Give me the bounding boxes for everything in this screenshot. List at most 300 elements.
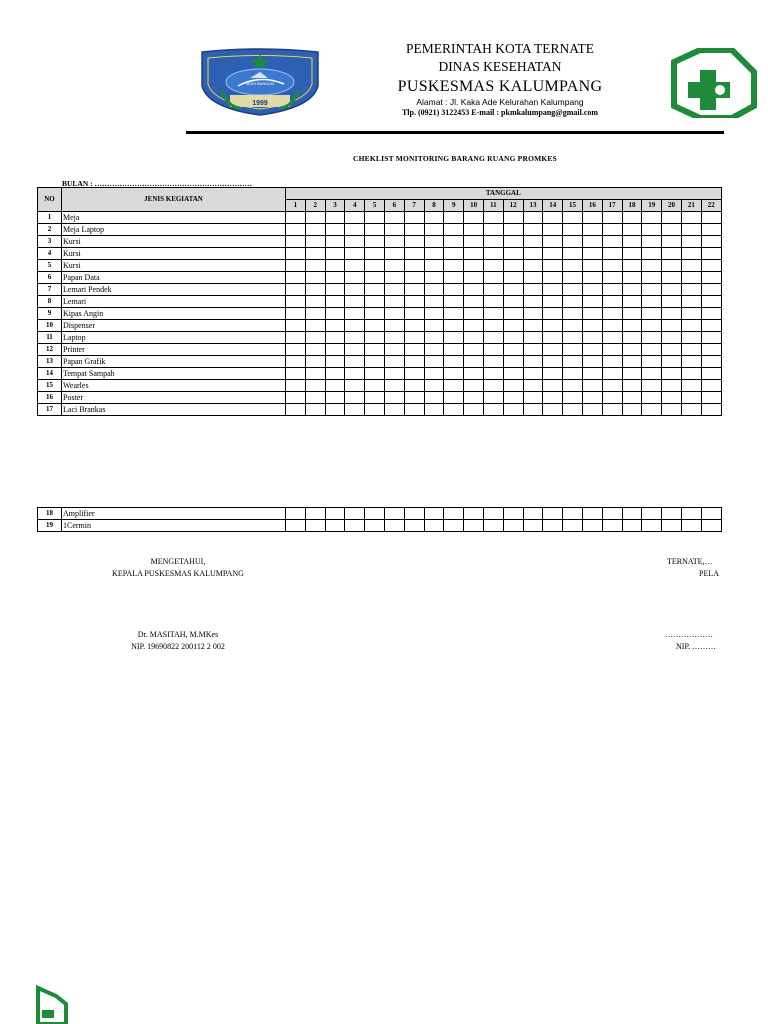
check-cell[interactable]	[543, 260, 563, 272]
check-cell[interactable]	[483, 344, 503, 356]
check-cell[interactable]	[523, 332, 543, 344]
check-cell[interactable]	[503, 308, 523, 320]
check-cell[interactable]	[444, 224, 464, 236]
check-cell[interactable]	[701, 520, 721, 532]
check-cell[interactable]	[503, 508, 523, 520]
check-cell[interactable]	[662, 236, 682, 248]
check-cell[interactable]	[483, 296, 503, 308]
check-cell[interactable]	[662, 212, 682, 224]
check-cell[interactable]	[642, 368, 662, 380]
check-cell[interactable]	[681, 296, 701, 308]
check-cell[interactable]	[503, 224, 523, 236]
check-cell[interactable]	[602, 508, 622, 520]
check-cell[interactable]	[345, 260, 365, 272]
check-cell[interactable]	[602, 284, 622, 296]
check-cell[interactable]	[483, 392, 503, 404]
check-cell[interactable]	[642, 332, 662, 344]
check-cell[interactable]	[444, 308, 464, 320]
check-cell[interactable]	[701, 404, 721, 416]
check-cell[interactable]	[642, 520, 662, 532]
check-cell[interactable]	[503, 236, 523, 248]
check-cell[interactable]	[365, 404, 385, 416]
check-cell[interactable]	[365, 320, 385, 332]
check-cell[interactable]	[622, 284, 642, 296]
check-cell[interactable]	[642, 296, 662, 308]
check-cell[interactable]	[701, 248, 721, 260]
check-cell[interactable]	[602, 392, 622, 404]
check-cell[interactable]	[582, 380, 602, 392]
check-cell[interactable]	[345, 344, 365, 356]
check-cell[interactable]	[582, 332, 602, 344]
check-cell[interactable]	[384, 308, 404, 320]
check-cell[interactable]	[325, 284, 345, 296]
check-cell[interactable]	[483, 308, 503, 320]
check-cell[interactable]	[483, 404, 503, 416]
check-cell[interactable]	[365, 284, 385, 296]
check-cell[interactable]	[444, 320, 464, 332]
check-cell[interactable]	[365, 380, 385, 392]
check-cell[interactable]	[444, 380, 464, 392]
check-cell[interactable]	[582, 356, 602, 368]
check-cell[interactable]	[642, 212, 662, 224]
check-cell[interactable]	[582, 520, 602, 532]
check-cell[interactable]	[701, 212, 721, 224]
check-cell[interactable]	[523, 284, 543, 296]
check-cell[interactable]	[384, 508, 404, 520]
check-cell[interactable]	[325, 260, 345, 272]
check-cell[interactable]	[582, 248, 602, 260]
check-cell[interactable]	[305, 392, 325, 404]
check-cell[interactable]	[662, 368, 682, 380]
check-cell[interactable]	[345, 248, 365, 260]
check-cell[interactable]	[384, 248, 404, 260]
check-cell[interactable]	[701, 508, 721, 520]
check-cell[interactable]	[543, 404, 563, 416]
check-cell[interactable]	[662, 392, 682, 404]
check-cell[interactable]	[464, 308, 484, 320]
check-cell[interactable]	[563, 356, 583, 368]
check-cell[interactable]	[681, 520, 701, 532]
check-cell[interactable]	[642, 380, 662, 392]
check-cell[interactable]	[642, 224, 662, 236]
check-cell[interactable]	[523, 272, 543, 284]
check-cell[interactable]	[483, 332, 503, 344]
check-cell[interactable]	[662, 248, 682, 260]
check-cell[interactable]	[384, 380, 404, 392]
check-cell[interactable]	[444, 356, 464, 368]
check-cell[interactable]	[444, 404, 464, 416]
check-cell[interactable]	[345, 332, 365, 344]
check-cell[interactable]	[622, 332, 642, 344]
check-cell[interactable]	[681, 332, 701, 344]
check-cell[interactable]	[503, 392, 523, 404]
check-cell[interactable]	[563, 320, 583, 332]
check-cell[interactable]	[503, 520, 523, 532]
check-cell[interactable]	[543, 508, 563, 520]
check-cell[interactable]	[305, 508, 325, 520]
check-cell[interactable]	[305, 224, 325, 236]
check-cell[interactable]	[345, 212, 365, 224]
check-cell[interactable]	[424, 404, 444, 416]
check-cell[interactable]	[424, 392, 444, 404]
check-cell[interactable]	[365, 236, 385, 248]
check-cell[interactable]	[305, 520, 325, 532]
check-cell[interactable]	[503, 320, 523, 332]
check-cell[interactable]	[286, 380, 306, 392]
check-cell[interactable]	[582, 508, 602, 520]
check-cell[interactable]	[681, 392, 701, 404]
check-cell[interactable]	[286, 260, 306, 272]
check-cell[interactable]	[662, 260, 682, 272]
check-cell[interactable]	[622, 308, 642, 320]
check-cell[interactable]	[365, 272, 385, 284]
check-cell[interactable]	[622, 224, 642, 236]
check-cell[interactable]	[701, 308, 721, 320]
check-cell[interactable]	[325, 320, 345, 332]
check-cell[interactable]	[424, 332, 444, 344]
check-cell[interactable]	[464, 392, 484, 404]
check-cell[interactable]	[444, 344, 464, 356]
check-cell[interactable]	[503, 212, 523, 224]
check-cell[interactable]	[424, 296, 444, 308]
check-cell[interactable]	[286, 404, 306, 416]
check-cell[interactable]	[503, 332, 523, 344]
check-cell[interactable]	[582, 392, 602, 404]
check-cell[interactable]	[325, 368, 345, 380]
check-cell[interactable]	[384, 520, 404, 532]
check-cell[interactable]	[543, 308, 563, 320]
check-cell[interactable]	[365, 224, 385, 236]
check-cell[interactable]	[483, 508, 503, 520]
check-cell[interactable]	[464, 212, 484, 224]
check-cell[interactable]	[602, 332, 622, 344]
check-cell[interactable]	[622, 296, 642, 308]
check-cell[interactable]	[444, 368, 464, 380]
check-cell[interactable]	[286, 248, 306, 260]
check-cell[interactable]	[622, 248, 642, 260]
check-cell[interactable]	[305, 272, 325, 284]
check-cell[interactable]	[543, 236, 563, 248]
check-cell[interactable]	[384, 260, 404, 272]
check-cell[interactable]	[286, 308, 306, 320]
check-cell[interactable]	[543, 284, 563, 296]
check-cell[interactable]	[662, 224, 682, 236]
check-cell[interactable]	[681, 248, 701, 260]
check-cell[interactable]	[563, 236, 583, 248]
check-cell[interactable]	[642, 260, 662, 272]
check-cell[interactable]	[681, 380, 701, 392]
check-cell[interactable]	[563, 404, 583, 416]
check-cell[interactable]	[701, 392, 721, 404]
check-cell[interactable]	[662, 380, 682, 392]
check-cell[interactable]	[681, 356, 701, 368]
check-cell[interactable]	[365, 508, 385, 520]
check-cell[interactable]	[464, 344, 484, 356]
check-cell[interactable]	[325, 224, 345, 236]
check-cell[interactable]	[662, 320, 682, 332]
check-cell[interactable]	[305, 332, 325, 344]
check-cell[interactable]	[384, 404, 404, 416]
check-cell[interactable]	[503, 344, 523, 356]
check-cell[interactable]	[384, 212, 404, 224]
check-cell[interactable]	[325, 332, 345, 344]
check-cell[interactable]	[543, 356, 563, 368]
check-cell[interactable]	[642, 272, 662, 284]
check-cell[interactable]	[662, 508, 682, 520]
check-cell[interactable]	[286, 332, 306, 344]
check-cell[interactable]	[701, 284, 721, 296]
check-cell[interactable]	[602, 296, 622, 308]
check-cell[interactable]	[404, 284, 424, 296]
check-cell[interactable]	[701, 344, 721, 356]
check-cell[interactable]	[523, 260, 543, 272]
check-cell[interactable]	[464, 272, 484, 284]
check-cell[interactable]	[464, 284, 484, 296]
check-cell[interactable]	[543, 248, 563, 260]
check-cell[interactable]	[483, 236, 503, 248]
check-cell[interactable]	[642, 320, 662, 332]
check-cell[interactable]	[365, 356, 385, 368]
check-cell[interactable]	[662, 272, 682, 284]
check-cell[interactable]	[384, 332, 404, 344]
check-cell[interactable]	[464, 248, 484, 260]
check-cell[interactable]	[701, 296, 721, 308]
check-cell[interactable]	[345, 308, 365, 320]
check-cell[interactable]	[365, 308, 385, 320]
check-cell[interactable]	[464, 260, 484, 272]
check-cell[interactable]	[424, 380, 444, 392]
check-cell[interactable]	[563, 380, 583, 392]
check-cell[interactable]	[602, 368, 622, 380]
check-cell[interactable]	[325, 308, 345, 320]
check-cell[interactable]	[602, 272, 622, 284]
check-cell[interactable]	[404, 368, 424, 380]
check-cell[interactable]	[582, 404, 602, 416]
check-cell[interactable]	[701, 380, 721, 392]
check-cell[interactable]	[305, 296, 325, 308]
check-cell[interactable]	[622, 380, 642, 392]
check-cell[interactable]	[384, 344, 404, 356]
check-cell[interactable]	[286, 236, 306, 248]
check-cell[interactable]	[404, 248, 424, 260]
check-cell[interactable]	[464, 224, 484, 236]
check-cell[interactable]	[701, 260, 721, 272]
check-cell[interactable]	[464, 236, 484, 248]
check-cell[interactable]	[384, 392, 404, 404]
check-cell[interactable]	[602, 308, 622, 320]
check-cell[interactable]	[622, 272, 642, 284]
check-cell[interactable]	[503, 380, 523, 392]
check-cell[interactable]	[681, 236, 701, 248]
check-cell[interactable]	[582, 224, 602, 236]
check-cell[interactable]	[345, 356, 365, 368]
check-cell[interactable]	[582, 308, 602, 320]
check-cell[interactable]	[404, 380, 424, 392]
check-cell[interactable]	[543, 320, 563, 332]
check-cell[interactable]	[563, 224, 583, 236]
check-cell[interactable]	[582, 284, 602, 296]
check-cell[interactable]	[662, 284, 682, 296]
check-cell[interactable]	[404, 236, 424, 248]
check-cell[interactable]	[424, 508, 444, 520]
check-cell[interactable]	[543, 272, 563, 284]
check-cell[interactable]	[424, 284, 444, 296]
check-cell[interactable]	[464, 520, 484, 532]
check-cell[interactable]	[503, 248, 523, 260]
check-cell[interactable]	[345, 284, 365, 296]
check-cell[interactable]	[582, 344, 602, 356]
check-cell[interactable]	[345, 392, 365, 404]
check-cell[interactable]	[602, 380, 622, 392]
check-cell[interactable]	[662, 356, 682, 368]
check-cell[interactable]	[523, 236, 543, 248]
check-cell[interactable]	[503, 272, 523, 284]
check-cell[interactable]	[543, 332, 563, 344]
check-cell[interactable]	[523, 380, 543, 392]
check-cell[interactable]	[444, 272, 464, 284]
check-cell[interactable]	[543, 344, 563, 356]
check-cell[interactable]	[543, 212, 563, 224]
check-cell[interactable]	[681, 272, 701, 284]
check-cell[interactable]	[464, 380, 484, 392]
check-cell[interactable]	[325, 380, 345, 392]
check-cell[interactable]	[365, 368, 385, 380]
check-cell[interactable]	[543, 224, 563, 236]
check-cell[interactable]	[444, 284, 464, 296]
check-cell[interactable]	[404, 296, 424, 308]
check-cell[interactable]	[305, 404, 325, 416]
check-cell[interactable]	[503, 296, 523, 308]
check-cell[interactable]	[622, 508, 642, 520]
check-cell[interactable]	[464, 332, 484, 344]
check-cell[interactable]	[543, 520, 563, 532]
check-cell[interactable]	[503, 284, 523, 296]
check-cell[interactable]	[305, 380, 325, 392]
check-cell[interactable]	[701, 356, 721, 368]
check-cell[interactable]	[483, 368, 503, 380]
check-cell[interactable]	[662, 520, 682, 532]
check-cell[interactable]	[286, 508, 306, 520]
check-cell[interactable]	[523, 212, 543, 224]
check-cell[interactable]	[305, 236, 325, 248]
check-cell[interactable]	[365, 332, 385, 344]
check-cell[interactable]	[365, 392, 385, 404]
check-cell[interactable]	[503, 404, 523, 416]
check-cell[interactable]	[424, 248, 444, 260]
check-cell[interactable]	[563, 272, 583, 284]
check-cell[interactable]	[662, 308, 682, 320]
check-cell[interactable]	[325, 272, 345, 284]
check-cell[interactable]	[483, 284, 503, 296]
check-cell[interactable]	[681, 284, 701, 296]
check-cell[interactable]	[483, 260, 503, 272]
check-cell[interactable]	[503, 356, 523, 368]
check-cell[interactable]	[701, 272, 721, 284]
check-cell[interactable]	[464, 404, 484, 416]
check-cell[interactable]	[365, 248, 385, 260]
check-cell[interactable]	[543, 368, 563, 380]
check-cell[interactable]	[622, 404, 642, 416]
check-cell[interactable]	[563, 308, 583, 320]
check-cell[interactable]	[305, 260, 325, 272]
check-cell[interactable]	[701, 224, 721, 236]
check-cell[interactable]	[701, 320, 721, 332]
check-cell[interactable]	[286, 520, 306, 532]
check-cell[interactable]	[701, 368, 721, 380]
check-cell[interactable]	[345, 272, 365, 284]
check-cell[interactable]	[404, 320, 424, 332]
check-cell[interactable]	[563, 332, 583, 344]
check-cell[interactable]	[325, 236, 345, 248]
check-cell[interactable]	[483, 212, 503, 224]
check-cell[interactable]	[404, 212, 424, 224]
check-cell[interactable]	[404, 392, 424, 404]
check-cell[interactable]	[345, 236, 365, 248]
check-cell[interactable]	[286, 356, 306, 368]
check-cell[interactable]	[622, 368, 642, 380]
check-cell[interactable]	[602, 356, 622, 368]
check-cell[interactable]	[681, 212, 701, 224]
check-cell[interactable]	[602, 520, 622, 532]
check-cell[interactable]	[602, 212, 622, 224]
check-cell[interactable]	[582, 368, 602, 380]
check-cell[interactable]	[483, 224, 503, 236]
check-cell[interactable]	[325, 356, 345, 368]
check-cell[interactable]	[622, 320, 642, 332]
check-cell[interactable]	[523, 224, 543, 236]
check-cell[interactable]	[464, 320, 484, 332]
check-cell[interactable]	[345, 520, 365, 532]
check-cell[interactable]	[563, 368, 583, 380]
check-cell[interactable]	[345, 296, 365, 308]
check-cell[interactable]	[384, 236, 404, 248]
check-cell[interactable]	[345, 380, 365, 392]
check-cell[interactable]	[384, 320, 404, 332]
check-cell[interactable]	[602, 344, 622, 356]
check-cell[interactable]	[424, 260, 444, 272]
check-cell[interactable]	[404, 404, 424, 416]
check-cell[interactable]	[325, 296, 345, 308]
check-cell[interactable]	[642, 404, 662, 416]
check-cell[interactable]	[424, 236, 444, 248]
check-cell[interactable]	[365, 296, 385, 308]
check-cell[interactable]	[523, 344, 543, 356]
check-cell[interactable]	[582, 212, 602, 224]
check-cell[interactable]	[662, 296, 682, 308]
check-cell[interactable]	[503, 368, 523, 380]
check-cell[interactable]	[325, 404, 345, 416]
check-cell[interactable]	[563, 284, 583, 296]
check-cell[interactable]	[444, 392, 464, 404]
check-cell[interactable]	[464, 356, 484, 368]
check-cell[interactable]	[305, 356, 325, 368]
check-cell[interactable]	[444, 236, 464, 248]
check-cell[interactable]	[563, 508, 583, 520]
check-cell[interactable]	[681, 308, 701, 320]
check-cell[interactable]	[483, 248, 503, 260]
check-cell[interactable]	[404, 344, 424, 356]
check-cell[interactable]	[602, 320, 622, 332]
check-cell[interactable]	[503, 260, 523, 272]
check-cell[interactable]	[305, 248, 325, 260]
check-cell[interactable]	[483, 272, 503, 284]
check-cell[interactable]	[483, 356, 503, 368]
check-cell[interactable]	[642, 508, 662, 520]
check-cell[interactable]	[384, 296, 404, 308]
check-cell[interactable]	[464, 508, 484, 520]
check-cell[interactable]	[523, 356, 543, 368]
check-cell[interactable]	[404, 520, 424, 532]
